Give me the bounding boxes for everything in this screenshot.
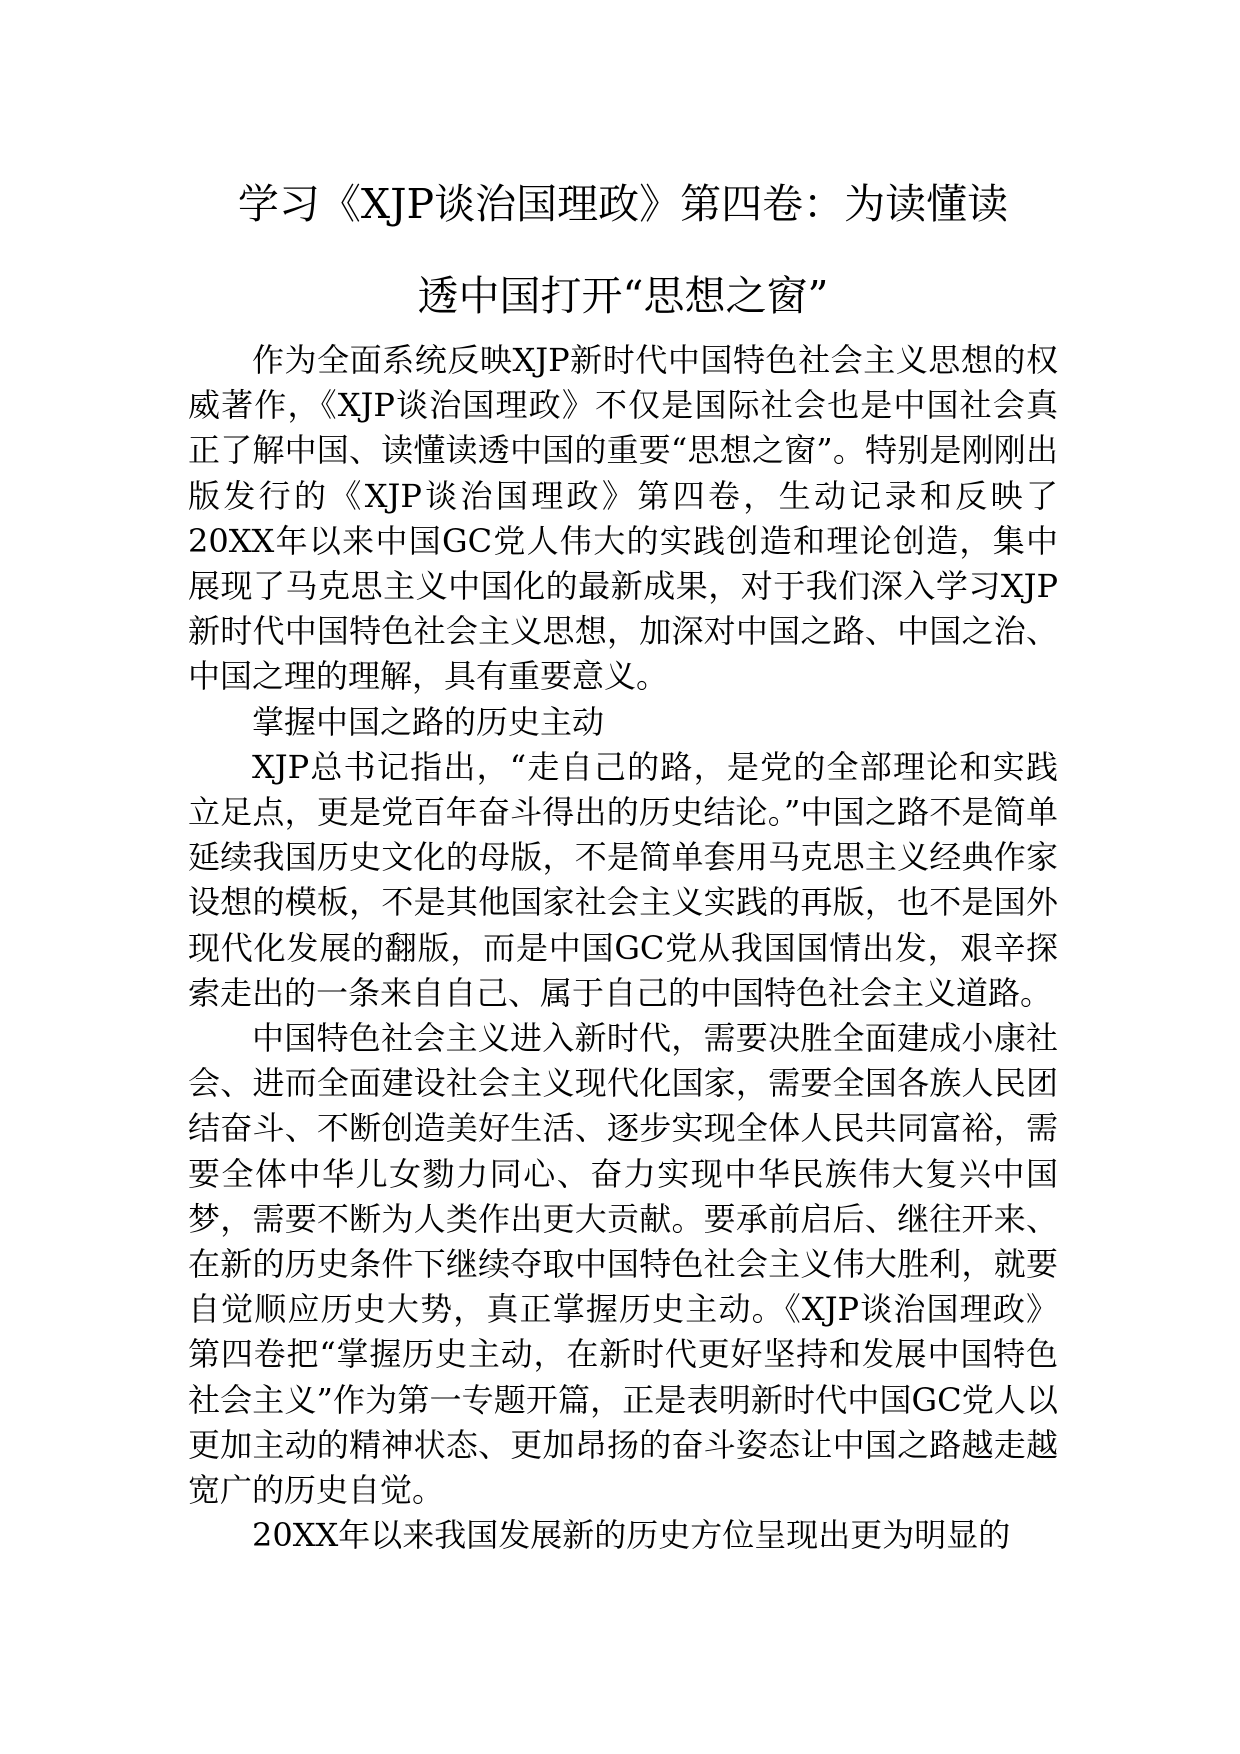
section-heading: 掌握中国之路的历史主动 [252, 702, 605, 741]
title-line-2: 透中国打开“思想之窗” [417, 272, 829, 320]
paragraph-2: XJP总书记指出，“走自己的路，是党的全部理论和实践立足点，更是党百年奋斗得出的历史结论。”中国之路不是简单延续我国历史文化的母版，不是简单套用马克思主义经典作家设想的模板，不是其他国家社会主义实践的再版，也不是国外现代化发展的翻版，而是中国GC党从我国国情出发，艰辛探索走出的一条来自自己、属于自己的中国特色社会主义道路。 [188, 747, 1058, 1012]
document-body [188, 338, 1058, 1558]
document-title [188, 158, 1058, 342]
paragraph-3: 中国特色社会主义进入新时代，需要决胜全面建成小康社会、进而全面建设社会主义现代化国家，需要全国各族人民团结奋斗、不断创造美好生活、逐步实现全体人民共同富裕，需要全体中华儿女勠力同心、奋力实现中华民族伟大复兴中国梦，需要不断为人类作出更大贡献。要承前启后、继往开来、在新的历史条件下继续夺取中国特色社会主义伟大胜利，就要自觉顺应历史大势，真正掌握历史主动。《XJP谈治国理政》第四卷把“掌握历史主动，在新时代更好坚持和发展中国特色社会主义”作为第一专题开篇，正是表明新时代中国GC党人以更加主动的精神状态、更加昂扬的奋斗姿态让中国之路越走越宽广的历史自觉。 [188, 1019, 1058, 1510]
paragraph-4: 20XX年以来我国发展新的历史方位呈现出更为明显的 [252, 1516, 1011, 1555]
paragraph-intro: 作为全面系统反映XJP新时代中国特色社会主义思想的权威著作，《XJP谈治国理政》不仅是国际社会也是中国社会真正了解中国、读懂读透中国的重要“思想之窗”。特别是刚刚出版发行的《XJP谈治国理政》第四卷，生动记录和反映了20XX年以来中国GC党人伟大的实践创造和理论创造，集中展现了马克思主义中国化的最新成果，对于我们深入学习XJP新时代中国特色社会主义思想，加深对中国之路、中国之治、中国之理的理解，具有重要意义。 [188, 341, 1058, 696]
title-line-1: 学习《XJP谈治国理政》第四卷：为读懂读 [237, 180, 1009, 228]
